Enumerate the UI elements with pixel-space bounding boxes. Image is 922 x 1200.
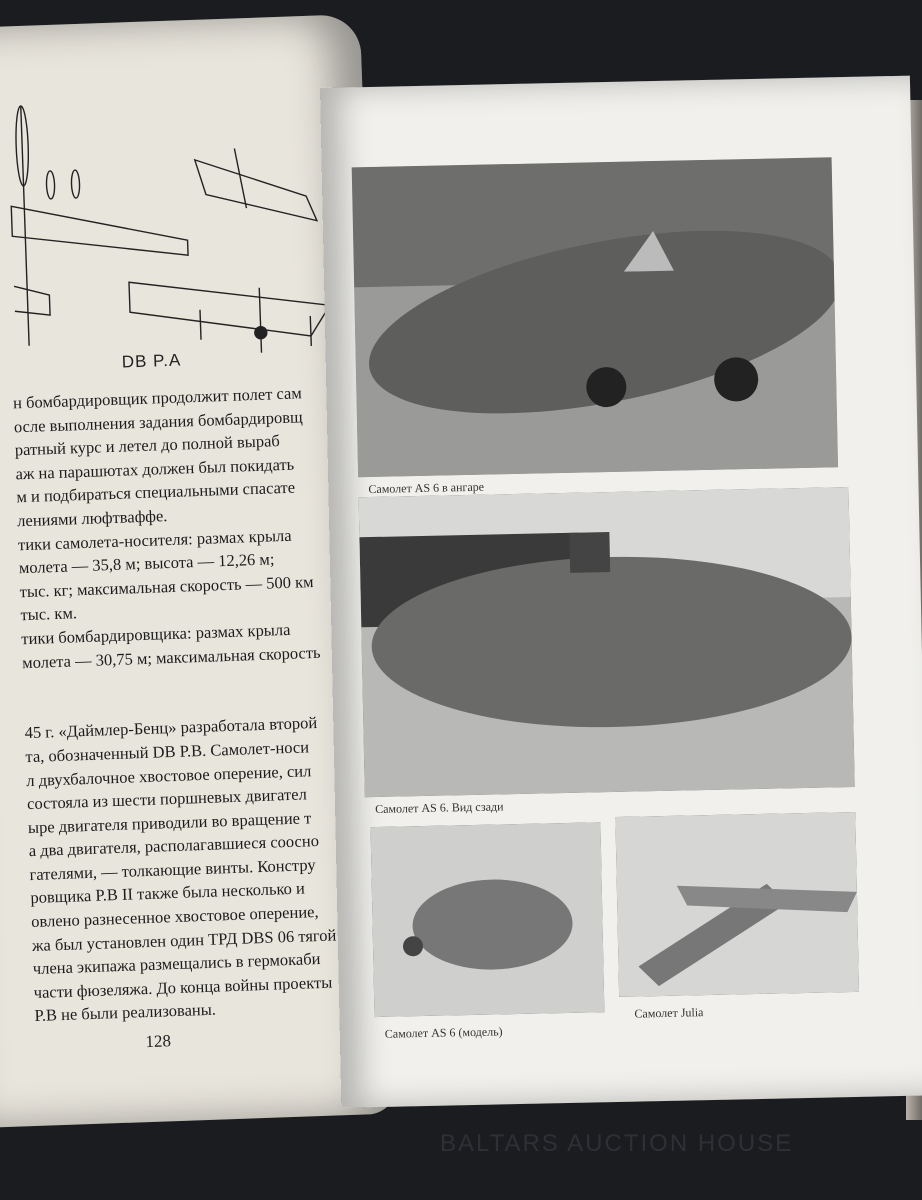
- text-line: а два двигателя, располагавшиеся соосно: [28, 831, 320, 861]
- photo-julia: [615, 812, 859, 997]
- photo-as6-model: [370, 822, 604, 1017]
- photo-as6-rear: [359, 487, 855, 797]
- as6-rear-image: [359, 487, 855, 797]
- text-line: осле выполнения задания бомбардировщ: [13, 406, 303, 436]
- as6-hangar-image: [352, 157, 838, 477]
- text-line: тики самолета-носителя: размах крыла: [17, 525, 292, 554]
- caption-as6-rear: Самолет AS 6. Вид сзади: [374, 799, 504, 817]
- text-line: аж на парашютах должен был покидать: [15, 454, 295, 484]
- text-line: ыре двигателя приводили во вращение т: [27, 807, 312, 837]
- julia-aircraft-image: [615, 812, 859, 997]
- text-line: л двухбалочное хвостовое оперение, сил: [25, 760, 312, 790]
- left-page-text: [13, 380, 375, 1029]
- watermark: BALTARS AUCTION HOUSE: [440, 1130, 794, 1157]
- text-line: молета — 35,8 м; высота — 12,26 м;: [18, 549, 275, 578]
- text-line: та, обозначенный DB P.B. Самолет-носи: [25, 737, 310, 767]
- text-line: жа был установлен один ТРД DBS 06 тягой: [31, 925, 337, 955]
- text-line: ровщика P.B II также была несколько и: [30, 878, 306, 908]
- text-line: гателями, — толкающие винты. Констру: [29, 854, 316, 884]
- text-line: 45 г. «Даймлер-Бенц» разработала второй: [24, 713, 318, 743]
- text-line: состояла из шести поршневых двигател: [26, 784, 308, 814]
- photo-as6-hangar: [352, 157, 838, 477]
- text-line: н бомбардировщик продолжит полет сам: [12, 383, 303, 413]
- figure-caption: DB P.A: [121, 350, 182, 372]
- text-line: лениями люфтваффе.: [16, 506, 168, 531]
- text-line: м и подбираться специальными спасате: [16, 477, 296, 507]
- text-line: части фюзеляжа. До конца войны проекты: [33, 972, 333, 1002]
- text-line: тыс. кг; максимальная скорость — 500 км: [19, 571, 314, 602]
- text-line: члена экипажа размещались в гермокаби: [32, 949, 321, 979]
- db-pa-aircraft-drawing: [2, 75, 342, 366]
- page-number: 128: [145, 1031, 172, 1052]
- caption-julia: Самолет Julia: [634, 1005, 704, 1021]
- text-line: тики бомбардировщика: размах крыла: [21, 619, 291, 649]
- text-line: овлено разнесенное хвостовое оперение,: [30, 902, 319, 932]
- as6-model-image: [370, 822, 604, 1017]
- right-book-page: [320, 76, 922, 1108]
- caption-as6-model: Самолет AS 6 (модель): [384, 1024, 503, 1041]
- text-line: тыс. км.: [20, 603, 78, 625]
- caption-as6-hangar: Самолет AS 6 в ангаре: [368, 479, 485, 497]
- text-line: P.B не были реализованы.: [34, 1000, 217, 1026]
- text-line: молета — 30,75 м; максимальная скорость: [21, 642, 321, 672]
- text-line: ратный курс и летел до полной выраб: [14, 431, 281, 460]
